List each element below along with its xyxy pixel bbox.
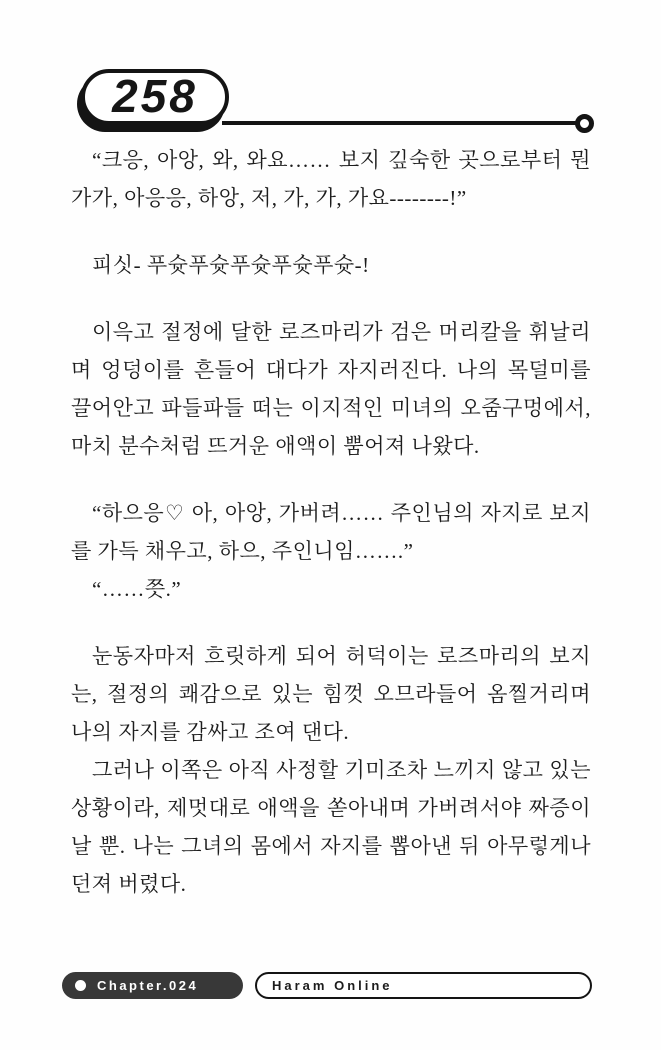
chapter-badge [62, 972, 243, 999]
page-number: 258 [112, 70, 198, 122]
novel-text-block [71, 141, 591, 903]
novel-paragraph: “……쯧.” [92, 577, 182, 601]
page-number-badge [81, 69, 229, 125]
novel-paragraph: “크응, 아앙, 와, 와요…… 보지 깊숙한 곳으로부터 뭔가가, 아응응, 하앙, 저, 가, 가, 가요--------!” [71, 148, 591, 210]
novel-paragraph: “하으응♡ 아, 아앙, 가버려…… 주인님의 자지로 보지를 가득 채우고, 하으, 주인니임…….” [71, 501, 591, 563]
novel-paragraph: 이윽고 절정에 달한 로즈마리가 검은 머리칼을 휘날리며 엉덩이를 흔들어 대다가 자지러진다. 나의 목덜미를 끌어안고 파들파들 떠는 이지적인 미녀의 오줌구멍에서, 마치 분수처럼 뜨거운 애액이 뿜어져 나왔다. [71, 320, 591, 458]
novel-paragraph: 눈동자마저 흐릿하게 되어 허덕이는 로즈마리의 보지는, 절정의 쾌감으로 있는 힘껏 오므라들어 옴찔거리며 나의 자지를 감싸고 조여 댄다. [71, 644, 591, 744]
book-title-label: Haram Online [272, 978, 393, 993]
chapter-dot-icon [75, 980, 86, 991]
header-rule-end-ring-icon [575, 114, 594, 133]
novel-paragraph: 그러나 이쪽은 아직 사정할 기미조차 느끼지 않고 있는 상황이라, 제멋대로 애액을 쏟아내며 가버려서야 짜증이 날 뿐. 나는 그녀의 몸에서 자지를 뽑아낸 뒤 아무렇게나 던져 버렸다. [71, 758, 591, 896]
header-rule-line [222, 121, 578, 125]
novel-paragraph: 피싯- 푸슛푸슛푸슛푸슛푸슛-! [92, 253, 370, 277]
book-title-badge [255, 972, 592, 999]
chapter-label: Chapter.024 [97, 978, 199, 993]
